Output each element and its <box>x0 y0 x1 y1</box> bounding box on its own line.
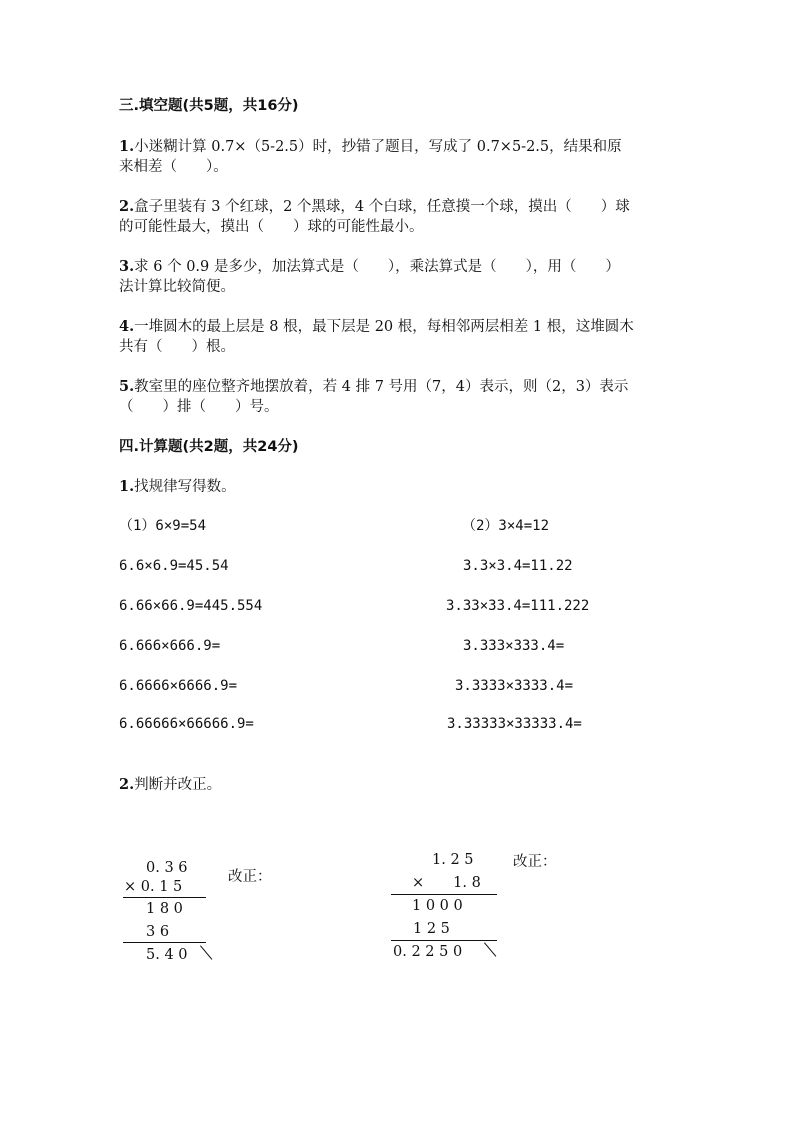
calc-b-partial-1: 1 0 0 0 <box>412 898 463 914</box>
question-3-3-line-1 <box>119 257 620 277</box>
question-4-1-prompt <box>119 477 236 497</box>
calc-a-rule-2 <box>123 942 206 943</box>
pattern-right-row: 3.3333×3333.4= <box>455 678 574 694</box>
calc-a-partial-2: 3 6 <box>146 924 170 940</box>
section-3-title: 三.填空题(共5题，共16分) <box>119 98 299 114</box>
question-3-5-line-1 <box>119 377 628 397</box>
question-text: 一堆圆木的最上层是 8 根，最下层是 20 根，每相邻两层相差 1 根，这堆圆木 <box>134 319 634 335</box>
question-number: 4. <box>119 318 135 335</box>
pattern-left-row: 6.66×66.9=445.554 <box>119 598 263 614</box>
strike-mark <box>200 945 212 959</box>
calc-a-multiplicand: 0. 3 6 <box>146 860 188 876</box>
question-3-1-line-2: 来相差（ ）。 <box>119 159 228 175</box>
calc-a-rule-1 <box>123 897 206 898</box>
pattern-left-row: 6.66666×66666.9= <box>119 716 254 732</box>
pattern-left-row: 6.6×6.9=45.54 <box>119 558 229 574</box>
calc-b-multiplicand: 1. 2 5 <box>432 852 474 868</box>
calc-b-rule-2 <box>391 940 497 941</box>
strike-mark <box>484 942 496 956</box>
question-number: 2. <box>119 776 135 793</box>
question-4-2-prompt <box>119 775 221 795</box>
question-text: 找规律写得数。 <box>134 479 236 495</box>
calc-b-rule-1 <box>391 894 497 895</box>
calc-b-multiplier: × 1. 8 <box>412 875 481 891</box>
section-4-title: 四.计算题(共2题，共24分) <box>119 439 299 455</box>
question-text: 小迷糊计算 0.7×（5-2.5）时，抄错了题目，写成了 0.7×5-2.5，结果和原 <box>134 139 622 155</box>
calc-a-product: 5. 4 0 <box>146 947 188 963</box>
question-number: 5. <box>119 378 135 395</box>
question-text: 判断并改正。 <box>134 777 222 793</box>
calc-b-correction-label: 改正： <box>513 854 557 870</box>
question-text: 教室里的座位整齐地摆放着，若 4 排 7 号用（7，4）表示，则（2，3）表示 <box>134 379 629 395</box>
calc-a-partial-1: 1 8 0 <box>146 901 183 917</box>
question-text: 盒子里装有 3 个红球，2 个黑球，4 个白球，任意摸一个球，摸出（ ）球 <box>134 199 630 215</box>
question-3-5-line-2: （ ）排（ ）号。 <box>119 399 279 415</box>
pattern-left-row: 6.6666×6666.9= <box>119 678 238 694</box>
calc-a-correction-label: 改正： <box>228 869 272 885</box>
pattern-right-row: （2）3×4=12 <box>462 518 550 534</box>
question-number: 1. <box>119 478 135 495</box>
question-3-1-line-1 <box>119 137 622 157</box>
question-3-4-line-1 <box>119 317 634 337</box>
calc-b-partial-2: 1 2 5 <box>413 921 450 937</box>
pattern-right-row: 3.33×33.4=111.222 <box>446 598 590 614</box>
question-number: 2. <box>119 198 135 215</box>
pattern-right-row: 3.33333×33333.4= <box>447 716 582 732</box>
question-number: 1. <box>119 138 135 155</box>
question-3-3-line-2: 法计算比较简便。 <box>119 279 235 295</box>
question-3-2-line-2: 的可能性最大，摸出（ ）球的可能性最小。 <box>119 219 424 235</box>
calc-a-multiplier: × 0. 1 5 <box>124 879 183 895</box>
pattern-right-row: 3.3×3.4=11.22 <box>463 558 573 574</box>
question-3-2-line-1 <box>119 197 630 217</box>
question-text: 求 6 个 0.9 是多少，加法算式是（ ），乘法算式是（ ），用（ ） <box>134 259 620 275</box>
pattern-left-row: （1）6×9=54 <box>119 518 207 534</box>
question-3-4-line-2: 共有（ ）根。 <box>119 339 235 355</box>
pattern-right-row: 3.333×333.4= <box>463 638 565 654</box>
calc-b-product: 0. 2 2 5 0 <box>393 944 463 960</box>
pattern-left-row: 6.666×666.9= <box>119 638 221 654</box>
question-number: 3. <box>119 258 135 275</box>
